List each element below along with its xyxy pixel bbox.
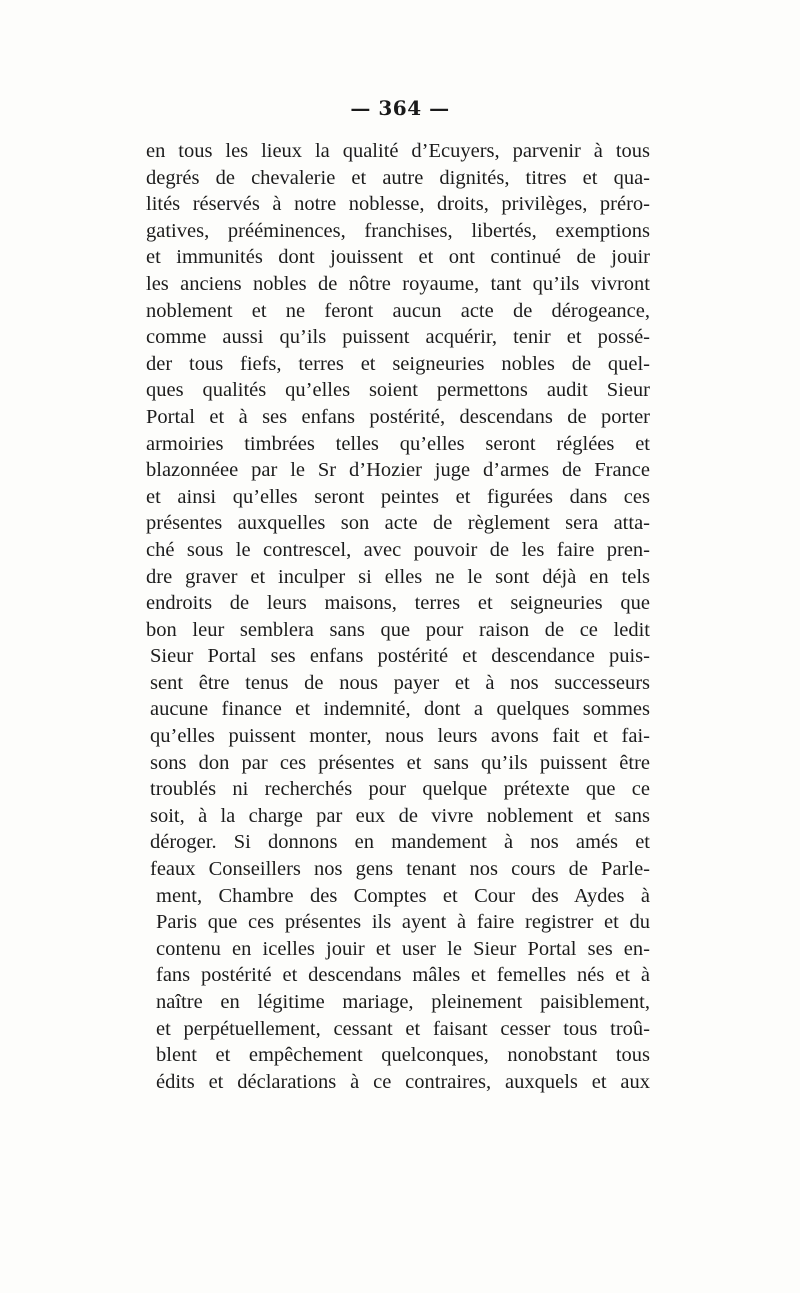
text-line: lités réservés à notre noblesse, droits, privilèges, préro- bbox=[146, 193, 650, 216]
text-line: degrés de chevalerie et autre dignités, titres et qua- bbox=[146, 166, 650, 189]
text-line: aucune finance et indemnité, dont a quelques sommes bbox=[150, 698, 650, 721]
text-line: et ainsi qu’elles seront peintes et figurées dans ces bbox=[146, 485, 650, 508]
text-line: ment, Chambre des Comptes et Cour des Aydes à bbox=[156, 884, 650, 907]
text-line: présentes auxquelles son acte de règlement sera atta- bbox=[146, 512, 650, 535]
text-line: naître en légitime mariage, pleinement paisiblement, bbox=[156, 991, 650, 1013]
text-line: contenu en icelles jouir et user le Sieur Portal ses en- bbox=[156, 937, 650, 960]
text-line: ché sous le contrescel, avec pouvoir de les faire pren- bbox=[146, 538, 650, 561]
text-line: bon leur semblera sans que pour raison de ce ledit bbox=[146, 618, 650, 641]
text-line: sent être tenus de nous payer et à nos successeurs bbox=[150, 671, 650, 694]
text-line: Paris que ces présentes ils ayent à faire registrer et du bbox=[156, 911, 650, 934]
text-line: édits et déclarations à ce contraires, auxquels et aux bbox=[156, 1070, 650, 1093]
body-text bbox=[146, 138, 650, 1095]
text-line: déroger. Si donnons en mandement à nos amés et bbox=[150, 831, 650, 854]
text-line: feaux Conseillers nos gens tenant nos cours de Parle- bbox=[150, 858, 650, 881]
text-line: Portal et à ses enfans postérité, descendans de porter bbox=[146, 405, 650, 428]
text-line: armoiries timbrées telles qu’elles seront réglées et bbox=[146, 432, 650, 455]
text-line: blent et empêchement quelconques, nonobstant tous bbox=[156, 1044, 650, 1067]
text-line: les anciens nobles de nôtre royaume, tant qu’ils vivront bbox=[146, 272, 650, 295]
text-line: et perpétuellement, cessant et faisant cesser tous troû- bbox=[156, 1017, 650, 1040]
text-line: et immunités dont jouissent et ont continué de jouir bbox=[146, 246, 650, 269]
text-line: comme aussi qu’ils puissent acquérir, tenir et possé- bbox=[146, 326, 650, 349]
text-line: dre graver et inculper si elles ne le sont déjà en tels bbox=[146, 565, 650, 588]
text-line: endroits de leurs maisons, terres et seigneuries que bbox=[146, 592, 650, 615]
text-line: fans postérité et descendans mâles et femelles nés et à bbox=[156, 964, 650, 987]
text-line: Sieur Portal ses enfans postérité et descendance puis- bbox=[150, 645, 650, 668]
text-line: noblement et ne feront aucun acte de dérogeance, bbox=[146, 299, 650, 322]
text-line: troublés ni recherchés pour quelque prétexte que ce bbox=[150, 778, 650, 801]
text-line: gatives, prééminences, franchises, libertés, exemptions bbox=[146, 219, 650, 242]
text-line: en tous les lieux la qualité d’Ecuyers, parvenir à tous bbox=[146, 140, 650, 162]
text-line: ques qualités qu’elles soient permettons audit Sieur bbox=[146, 379, 650, 402]
text-line: qu’elles puissent monter, nous leurs avons fait et fai- bbox=[150, 725, 650, 748]
text-line: soit, à la charge par eux de vivre noblement et sans bbox=[150, 804, 650, 827]
text-line: sons don par ces présentes et sans qu’ils puissent être bbox=[150, 751, 650, 774]
text-line: der tous fiefs, terres et seigneuries nobles de quel- bbox=[146, 352, 650, 375]
page-number: — 364 — bbox=[350, 96, 450, 120]
text-line: blazonnéee par le Sr d’Hozier juge d’armes de France bbox=[146, 459, 650, 482]
